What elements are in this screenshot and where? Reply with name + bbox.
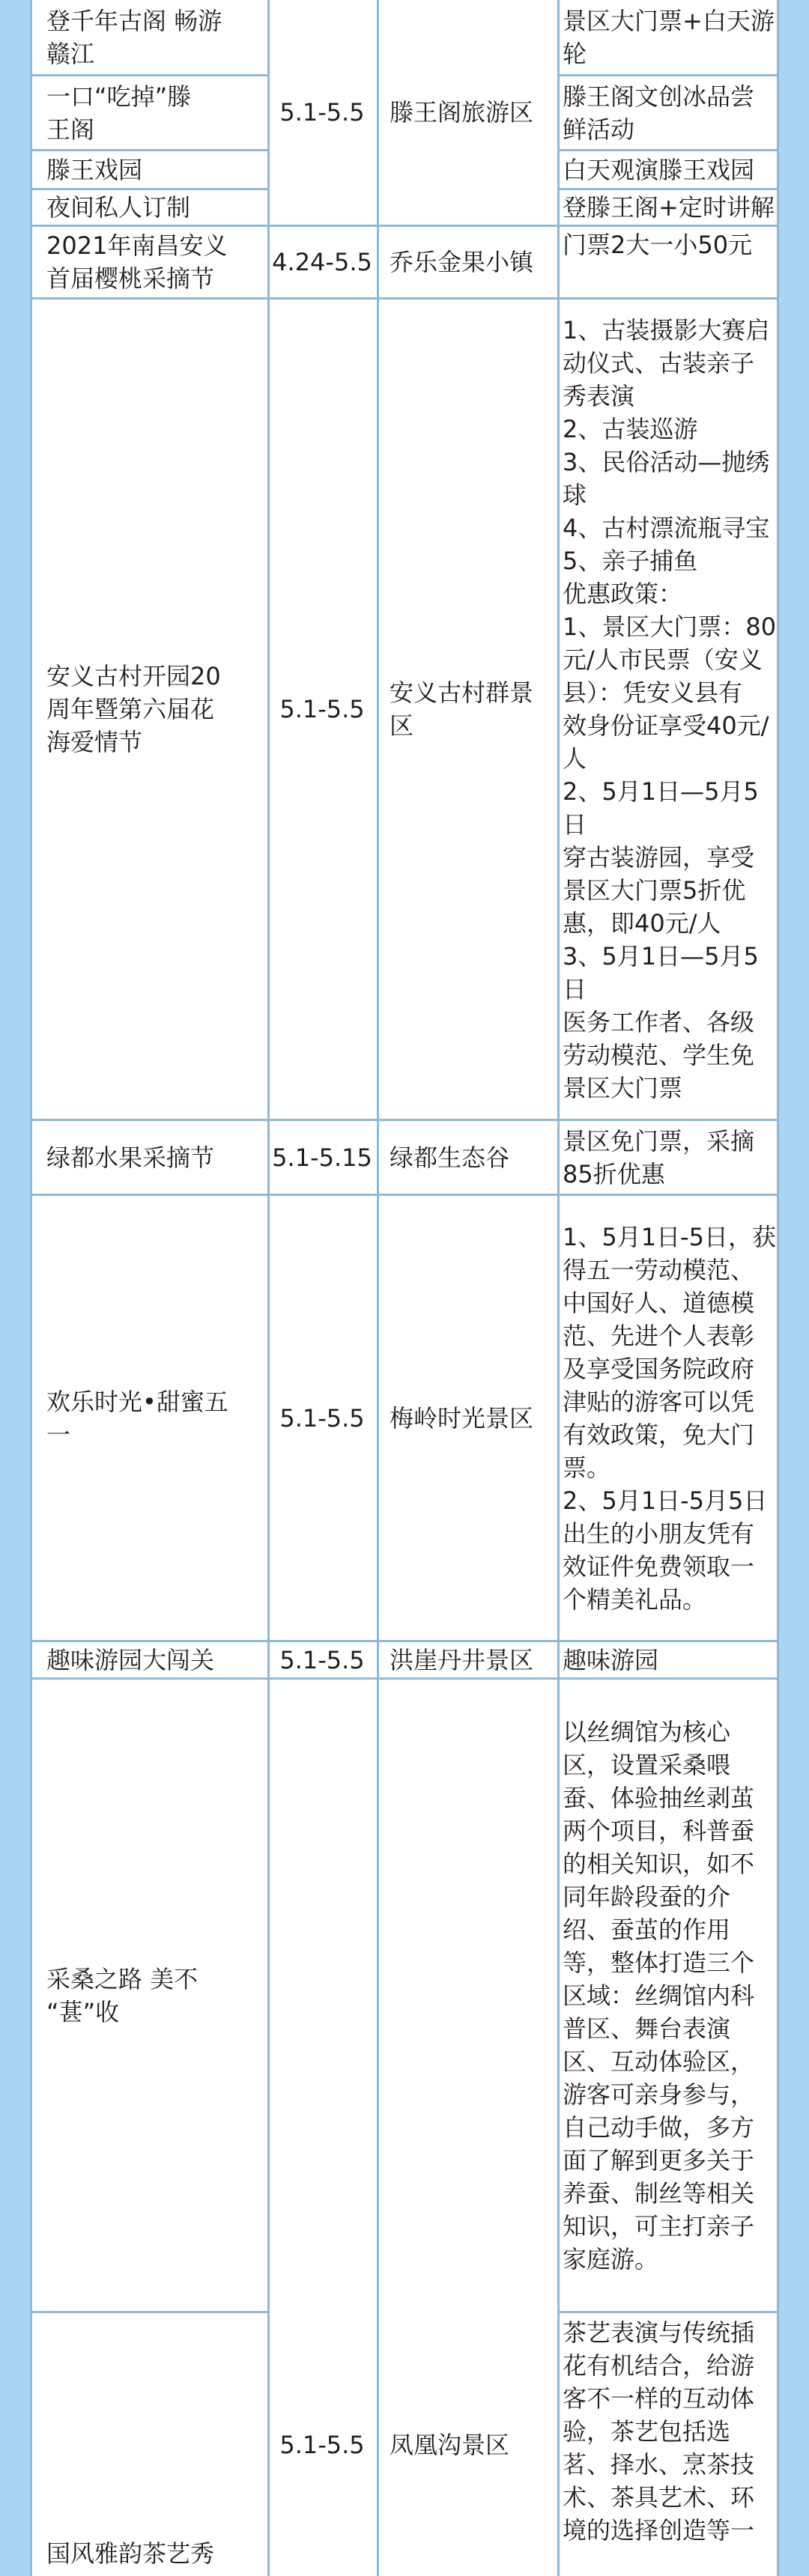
- offer-cell: 白天观演滕王戏园: [563, 155, 755, 184]
- event-name-cell: 绿都水果采摘节: [46, 1143, 215, 1172]
- event-name-cell: 滕王戏园: [46, 155, 143, 184]
- venue-cell: 安义古村群景 区: [390, 678, 534, 740]
- offer-cell: 登滕王阁+定时讲解: [563, 193, 775, 222]
- event-name-cell: 2021年南昌安义 首届樱桃采摘节: [46, 231, 228, 293]
- venue-cell: 梅岭时光景区: [390, 1403, 534, 1433]
- event-name-cell: 登千年古阁 畅游 赣江: [46, 6, 222, 68]
- date-cell: 5.1-5.15: [272, 1143, 372, 1172]
- event-name-cell: 一口“吃掉”滕 王阁: [46, 82, 192, 144]
- table-border-right: [777, 0, 779, 2576]
- activity-table: [30, 0, 779, 2576]
- event-name-cell: 夜间私人订制: [46, 193, 191, 222]
- date-cell: 5.1-5.5: [279, 1645, 365, 1674]
- date-cell: 5.1-5.5: [279, 695, 365, 723]
- venue-cell: 乔乐金果小镇: [390, 248, 534, 276]
- offer-cell: 门票2大一小50元: [563, 231, 753, 259]
- offer-cell: 1、古装摄影大赛启 动仪式、古装亲子 秀表演 2、古装巡游 3、民俗活动—抛绣 球 4、古村漂流瓶寻宝 5、亲子捕鱼 优惠政策： 1、景区大门票：80 元/人市民票（安义 县）：凭安义县有 效身份证享受40元/ 人 2、5月1日—5月5日 穿古装游园，享受 景区大门票5折优 惠，即40元/人 3、5月1日—5月5日 医务工作者、各级 劳动模范、学生免 景区大门票: [563, 316, 777, 1102]
- date-cell: 5.1-5.5: [279, 98, 365, 127]
- offer-cell: 滕王阁文创冰品尝 鲜活动: [563, 82, 755, 144]
- event-name-cell: 采桑之路 美不 “葚”收: [46, 1964, 199, 2026]
- venue-cell: 滕王阁旅游区: [390, 98, 534, 127]
- date-cell: 5.1-5.5: [279, 2430, 365, 2459]
- offer-cell: 以丝绸馆为核心 区，设置采桑喂 蚕、体验抽丝剥茧 两个项目，科普蚕 的相关知识，如不 同年龄段蚕的介 绍、蚕茧的作用 等，整体打造三个 区域：丝绸馆内科 普区、舞台表演 区、互动体验区， 游客可亲身参与， 自己动手做，多方 面了解到更多关于 养蚕、制丝等相关 知识，可主打亲子 家庭游。: [563, 1717, 755, 2273]
- offer-cell: 景区免门票，采摘 85折优惠: [563, 1126, 755, 1188]
- event-name-cell: 欢乐时光•甜蜜五 一: [46, 1387, 228, 1449]
- event-name-cell: 趣味游园大闯关: [46, 1645, 215, 1674]
- venue-cell: 凤凰沟景区: [390, 2430, 510, 2459]
- venue-cell: 洪崖丹井景区: [390, 1645, 534, 1674]
- offer-cell: 趣味游园: [563, 1645, 659, 1674]
- event-name-cell: 安义古村开园20 周年暨第六届花 海爱情节: [46, 662, 221, 756]
- date-cell: 4.24-5.5: [272, 248, 372, 276]
- offer-cell: 茶艺表演与传统插 花有机结合，给游 客不一样的互动体 验，茶艺包括选 茗、择水、烹茶技 术、茶具艺术、环 境的选择创造等一: [563, 2318, 755, 2545]
- offer-cell: 1、5月1日-5日，获 得五一劳动模范、 中国好人、道德模 范、先进个人表彰 及享受国务院政府 津贴的游客可以凭 有效政策，免大门 票。 2、5月1日-5月5日 出生的小朋友凭有 效证件免费领取一 个精美礼品。: [563, 1222, 776, 1614]
- offer-cell: 景区大门票+白天游 轮: [563, 6, 775, 68]
- venue-cell: 绿都生态谷: [390, 1143, 510, 1172]
- event-name-cell: 国风雅韵茶艺秀: [46, 2539, 215, 2568]
- date-cell: 5.1-5.5: [279, 1403, 365, 1433]
- table-border-left: [30, 0, 32, 2576]
